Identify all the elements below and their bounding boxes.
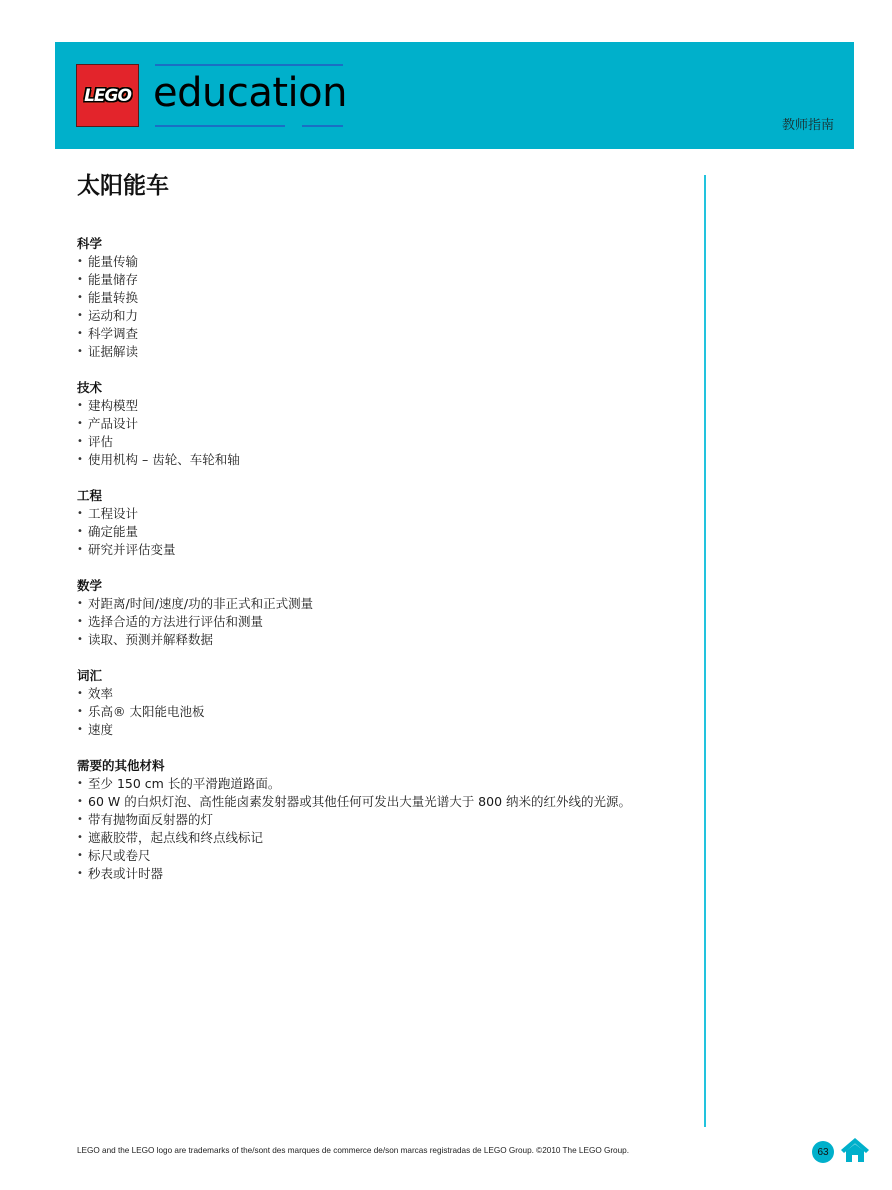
list-item: • 研究并评估变量	[77, 541, 697, 559]
list-item: • 乐高® 太阳能电池板	[77, 703, 697, 721]
page-title: 太阳能车	[77, 173, 169, 199]
section-title: 需要的其他材料	[77, 758, 165, 773]
list-item: • 确定能量	[77, 523, 697, 541]
list-item: • 产品设计	[77, 415, 697, 433]
list-item: • 评估	[77, 433, 697, 451]
list-item: • 能量储存	[77, 271, 697, 289]
page-number-badge	[812, 1141, 834, 1163]
section-title: 技术	[77, 380, 103, 395]
brand-rule-top	[155, 64, 343, 66]
legal-notice: LEGO and the LEGO logo are trademarks of the/sont des marques de commerce de/son marcas registradas de LEGO Group. ©2010 The LEGO Group.	[77, 1146, 629, 1155]
list-item: • 使用机构 – 齿轮、车轮和轴	[77, 451, 697, 469]
section-math	[77, 577, 697, 649]
list-item: • 对距离/时间/速度/功的非正式和正式测量	[77, 595, 697, 613]
list-item: • 证据解读	[77, 343, 697, 361]
list-item: • 读取、预测并解释数据	[77, 631, 697, 649]
page-header	[55, 42, 854, 149]
list-item: • 工程设计	[77, 505, 697, 523]
list-item: • 科学调查	[77, 325, 697, 343]
brand-rule-bottom-left	[155, 125, 285, 127]
list-item: • 建构模型	[77, 397, 697, 415]
section-title: 词汇	[77, 668, 103, 683]
brand-wordmark: education	[153, 70, 347, 116]
list-item: • 能量传输	[77, 253, 697, 271]
list-item: • 标尺或卷尺	[77, 847, 697, 865]
section-technology	[77, 379, 697, 469]
brand-rule-bottom-right	[302, 125, 343, 127]
section-title: 工程	[77, 488, 103, 503]
section-title: 数学	[77, 578, 103, 593]
list-item: • 效率	[77, 685, 697, 703]
list-item: • 选择合适的方法进行评估和测量	[77, 613, 697, 631]
section-science	[77, 235, 697, 361]
list-item: • 带有抛物面反射器的灯	[77, 811, 697, 829]
section-materials	[77, 757, 697, 883]
lego-logo	[76, 64, 139, 127]
list-item: • 速度	[77, 721, 697, 739]
teacher-guide-label: 教师指南	[781, 118, 834, 133]
list-item: • 能量转换	[77, 289, 697, 307]
list-item: • 至少 150 cm 长的平滑跑道路面。	[77, 775, 697, 793]
home-icon[interactable]	[840, 1136, 870, 1164]
list-item: • 遮蔽胶带，起点线和终点线标记	[77, 829, 697, 847]
section-title: 科学	[77, 236, 103, 251]
list-item: • 秒表或计时器	[77, 865, 697, 883]
page-number: 63	[817, 1146, 829, 1158]
list-item: • 60 W 的白炽灯泡、高性能卤素发射器或其他任何可发出大量光谱大于 800 纳米的红外线的光源。	[77, 793, 697, 811]
section-vocabulary	[77, 667, 697, 739]
list-item: • 运动和力	[77, 307, 697, 325]
vertical-divider	[704, 175, 706, 1127]
main-content	[77, 170, 697, 901]
lego-logo-text: LEGO	[84, 85, 131, 106]
section-engineering	[77, 487, 697, 559]
